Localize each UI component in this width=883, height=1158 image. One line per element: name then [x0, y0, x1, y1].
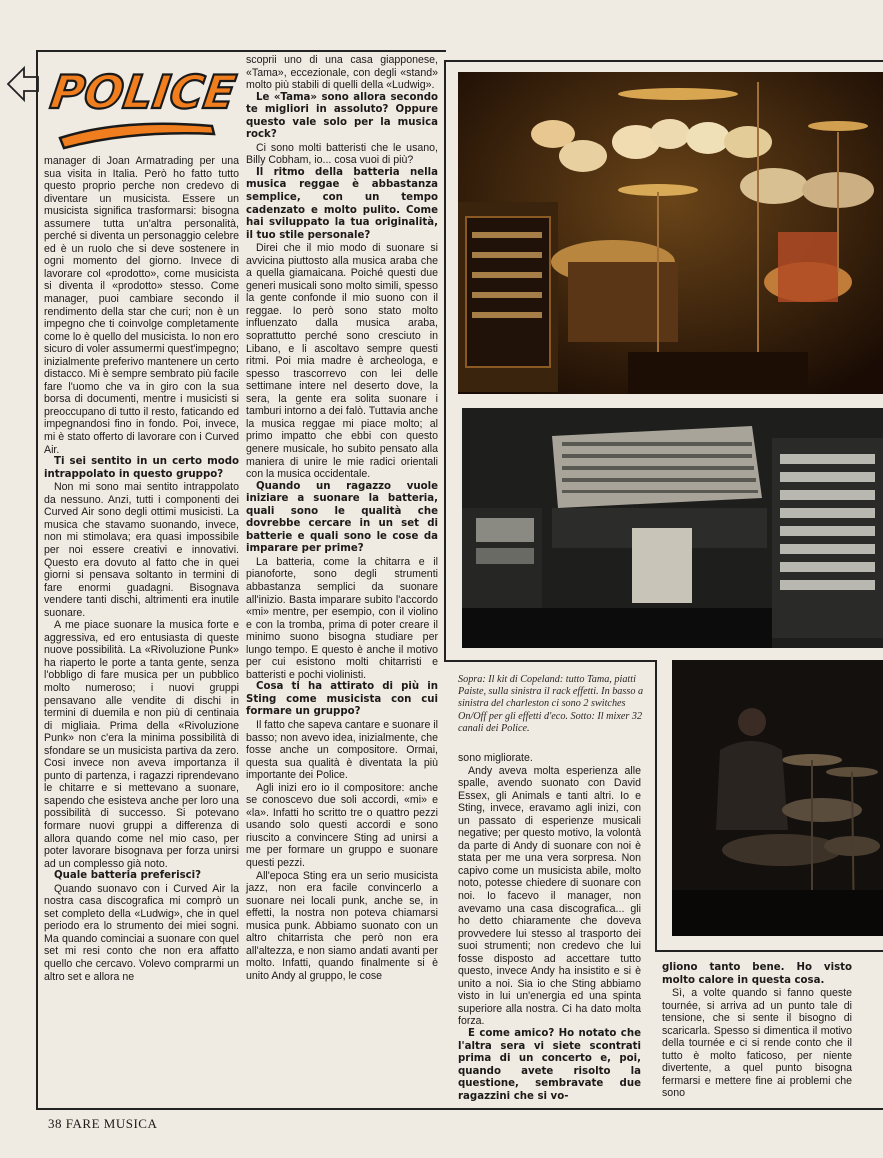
photo-frame-mid: [444, 660, 656, 662]
interview-paragraph: Direi che il mio modo di suonare si avvicina piuttosto alla musica araba che a quella giamaicana. Poiché questi due generi musicali sono molto simili, spesso la gente confonde il mio suono con il reggae. Io però sono stato molto influenzato dalla musica araba, soprattutto perché sono cresciuto in Libano, e li ascoltavo sempre questi ritmi. Poi mia madre è archeologa, e spesso trascorrevo con lei delle settimane intere nel deserto dove, la sera, la gente era solita suonare i tamburi intorno a dei falò. Tuttavia anche la musica reggae mi piace molto; al primo impatto che ebbi con questo genere musicale, ho subito pensato alla maniera di unire le mie radici orientali con la musica occidentale.: [246, 242, 438, 481]
logo-text: POLICE: [47, 65, 240, 119]
interview-question: Quale batteria preferisci?: [54, 870, 202, 882]
interview-question: E come amico? Ho notato che l'altra sera vi siete scontrati prima di un concerto e, poi, quando avete risolto la questione, sembravate due ragazzini che si vo-: [458, 1028, 641, 1102]
interview-question: Quando un ragazzo vuole iniziare a suonare la batteria, quali sono le qualità che dovrebbe cercare in un set di batterie e quali sono le cose da imparare per prime?: [246, 480, 438, 555]
interview-paragraph: A me piace suonare la musica forte e aggressiva, ed ero entusiasta di queste nuove possibilità. La «Rivoluzione Punk» ha riaperto le porte a tanta gente, senza l'obbligo di fare musica per un pubblico molto numeroso; i nuovi gruppi pensavano alle vendite di dischi in termini di duemila e non più di centinaia di migliaia. Prima della «Rivoluzione Punk» non c'era la minima possibilità di sfondare se un musicista partiva da zero. Cosi invece non aveva importanza il punto di partenza, i ragazzi riprendevano le chitarre e si mettevano a suonare, sapendo che esisteva anche per loro una possibilità di successo. Si potevano formare nuovi gruppi a differenza di allora quando come nel mio caso, per poter lavorare bisognava per forza unirsi ad un complesso già noto.: [44, 619, 239, 870]
text-column-1: [44, 155, 239, 983]
text-column-3: [458, 752, 641, 1103]
interview-paragraph: sono migliorate.: [458, 752, 533, 764]
top-rule: [36, 50, 446, 52]
interview-paragraph: scoprii uno di una casa giapponese, «Tama», eccezionale, con degli «stand» molto più stabili di quelli della «Ludwig».: [246, 54, 438, 92]
interview-paragraph: La batteria, come la chitarra e il pianoforte, sono degli strumenti abbastanza semplici da suonare all'inizio. Basta imparare subito l'accordo «mi» mentre, per esempio, con il violino e con la tromba, prima di poter creare il minimo suono bisogna studiare per lungo tempo. E questo è anche il motivo per cui esistono molti chitarristi e batteristi e pochi violinisti.: [246, 555, 438, 681]
interview-question: Cosa ti ha attirato di più in Sting come musicista con cui formare un gruppo?: [246, 681, 438, 718]
text-column-2: [246, 54, 438, 982]
interview-question: Le «Tama» sono allora secondo te migliori in assoluto? Oppure questo vale solo per la musica rock?: [246, 91, 438, 141]
photo-frame-low: [655, 950, 883, 952]
interview-paragraph: Ci sono molti batteristi che le usano, Billy Cobham, io... cosa vuoi di più?: [246, 141, 438, 167]
text-column-4: [662, 962, 852, 1100]
police-logo: [47, 56, 240, 148]
interview-paragraph: Agli inizi ero io il compositore: anche se conoscevo due soli accordi, «mi» e «la». Infatti ho scritto tre o quattro pezzi usando solo questi accordi e sono riuscito a convincere Sting ad unirsi a me per formare un gruppo e suonare questi pezzi.: [246, 781, 438, 869]
photo-frame-top: [444, 60, 883, 62]
interview-paragraph: All'epoca Sting era un serio musicista jazz, non era facile convincerlo a suonare nei locali punk, anche se, in effetti, la nostra non poteva chiamarsi musica punk. Abbiamo suonato con un altro chitarrista che però non era all'altezza, e non siamo andati avanti per molto. Infatti, quando finalmente si è unito Andy al gruppo, le cose: [246, 869, 438, 982]
interview-paragraph: Quando suonavo con i Curved Air la nostra casa discografica mi comprò un set completo della «Ludwig», che in quel periodo era lo strumento dei miei sogni. Ma quando cominciai a suonare con quel set mi resi conto che non era affatto quello che cercavo. Volevo comprarmi un altro set e allora ne: [44, 882, 239, 983]
page-folio: 38 FARE MUSICA: [48, 1116, 158, 1131]
photo-frame-left: [444, 60, 446, 660]
interview-paragraph: Andy aveva molta esperienza alle spalle, avendo suonato con David Essex, gli Animals e tanti altri. Io e Sting, invece, eravamo agli inizi, con un passato di esperienze musicali negative; per questo motivo, la volontà da parte di Andy di suonare con noi è stata per me una vera sorpresa. Non capivo come un musicista abile, molto noto, potesse chiedere di suonare con noi. Io facevo il manager, non avevamo una casa discografica... gli ho detto chiaramente che doveva provvedere lui stesso al trasporto dei suoi strumenti; non credevo che lui fosse disposto ad accettare tutto questo, invece Andy ha insistito e si è unito a noi. Sia io che Sting abbiamo visto in lui un'energia ed una spinta superiore alla nostra. Ci ha dato molta forza.: [458, 764, 641, 1028]
interview-paragraph: Il fatto che sapeva cantare e suonare il basso; non avevo idea, inizialmente, che fosse anche un compositore. Ormai, questa sua qualità è diventata la più importante dei Police.: [246, 718, 438, 782]
drummer-photo: [672, 660, 883, 936]
back-arrow-icon: [6, 64, 40, 104]
interview-question: Ti sei sentito in un certo modo intrappolato in questo gruppo?: [44, 456, 239, 480]
interview-question: gliono tanto bene. Ho visto molto calore in questa cosa.: [662, 962, 852, 986]
left-rule: [36, 50, 38, 1108]
interview-paragraph: manager di Joan Armatrading per una sua visita in Italia. Però ho fatto tutto questo proprio perche non credevo di diventare un musicista. Essere un musicista significa trasformarsi: bisogna assumere tutta un'altra personalità, perché si diventa un personaggio celebre ed è un ruolo che si deve sostenere in ogni momento del giorno. Invece di lavorare col «prodotto», come musicista si diventa il «prodotto» stesso. Come manager, puoi cambiare secondo il rendimento della star che curi; non è un impegno che ti coinvolge completamente come lo è quello del musicista. Io non ero sicuro di voler assumermi quest'impegno; inizialmente preferivo mantenere un certo distacco. Mi è sempre sembrato più facile fare l'uomo che va in giro con la sua borsa di documenti, mentre i musicisti si preoccupano di tutto il resto, faticando ed impegnandosi fino in fondo. Poi, invece, mi è stato offerto di lavorare con i Curved Air.: [44, 155, 239, 456]
interview-paragraph: Sì, a volte quando si fanno queste tournée, si arriva ad un punto tale di tensione, che si sente il bisogno di scaricarla. Spesso si dimentica il motivo della tournée e ci si rende conto che il tutto è molto faticoso, per niente divertente, a quel punto bisogna fermarsi e mettere fine ai problemi che sono: [662, 987, 852, 1100]
photo-caption: Sopra: Il kit di Copeland: tutto Tama, piatti Paiste, sulla sinistra il rack effetti. In basso a sinistra del charleston ci sono 2 switches On/Off per gli effetti d'eco. Sotto: Il mixer 32 canali dei Police.: [458, 674, 644, 734]
photo-frame-inner: [655, 660, 657, 950]
interview-paragraph: Non mi sono mai sentito intrappolato da nessuno. Anzi, tutti i componenti dei Curved Air sono degli ottimi musicisti. La musica che stavamo suonando, invece, non mi stimolava; era quasi impossibile per noi essere creativi e innovativi. Questo era dovuto al fatto che in quei giorni si pensava soltanto in termini di fare enormi guadagni. Bisognava vendere tanti dischi, altrimenti era inutile suonare.: [44, 481, 239, 619]
mixer-photo: [462, 408, 883, 648]
bottom-rule: [36, 1108, 883, 1110]
interview-question: Il ritmo della batteria nella musica reggae è abbastanza semplice, con un tempo cadenzato e molto pulito. Come hai sviluppato la tua originalità, il tuo stile personale?: [246, 166, 438, 241]
drum-kit-photo: [458, 72, 883, 394]
